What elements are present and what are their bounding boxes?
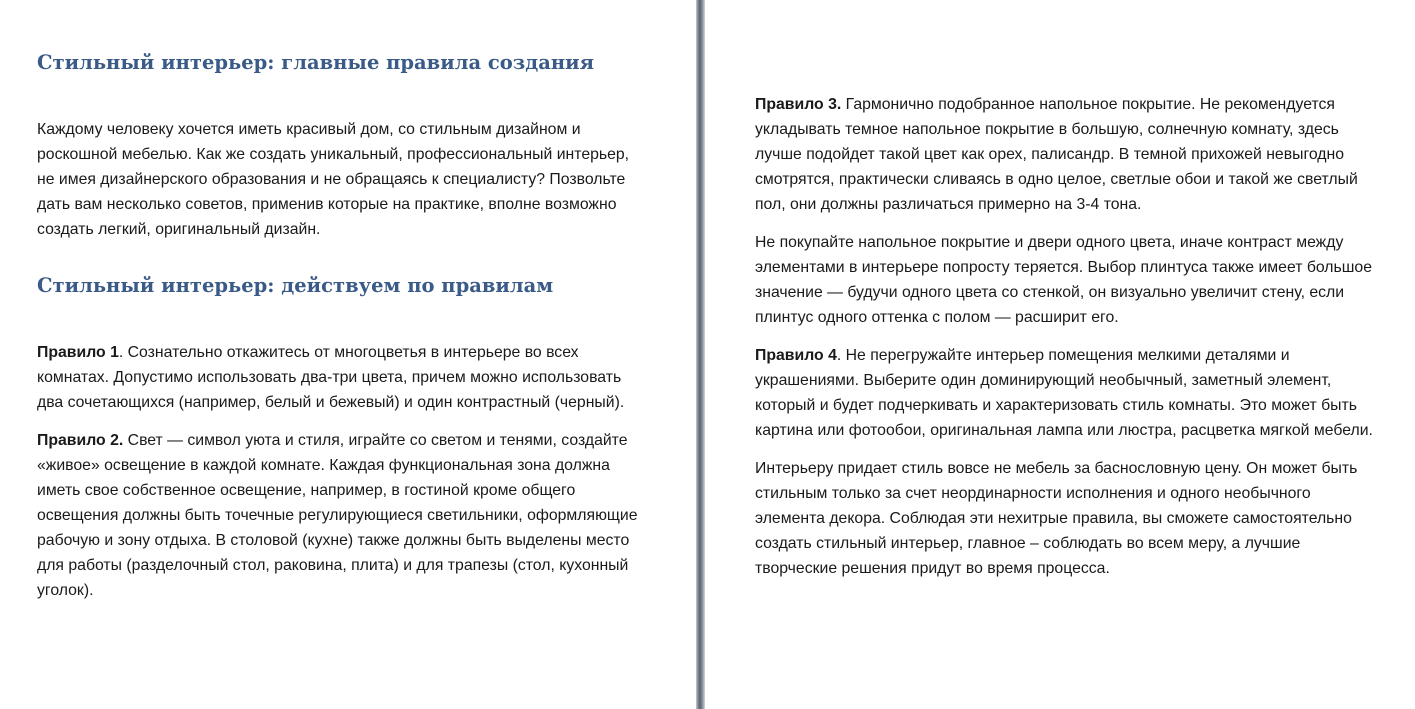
rule-3-text: Гармонично подобранное напольное покрытие. Не рекомендуется укладывать темное напольное покрытие в большую, солнечную комнату, здесь лучше подойдет такой цвет как орех, палисандр. В темной прихожей невыгодно смотрятся, практически сливаясь в одно целое, светлые обои и такой же светлый пол, они должны различаться примерно на 3-4 тона. xyxy=(755,96,1358,213)
rule-4-paragraph xyxy=(755,343,1375,443)
right-page xyxy=(705,0,1415,709)
intro-paragraph: Каждому человеку хочется иметь красивый дом, со стильным дизайном и роскошной мебелью. Как же создать уникальный, профессиональный интерьер, не имея дизайнерского образования и не обращаясь к специалисту? Позвольте дать вам несколько советов, применив которые на практике, вполне возможно создать легкий, оригинальный дизайн. xyxy=(37,121,630,238)
page-divider xyxy=(696,0,705,709)
rule-1-text: . Сознательно откажитесь от многоцветья в интерьере во всех комнатах. Допустимо использовать два-три цвета, причем можно использовать два сочетающихся (например, белый и бежевый) и один контрастный (черный). xyxy=(37,344,625,411)
rule-4-label: Правило 4 xyxy=(755,347,837,364)
heading-main-rules: Стильный интерьер: главные правила создания xyxy=(37,51,594,74)
rule-2-paragraph xyxy=(37,428,649,603)
rule-4-text: . Не перегружайте интерьер помещения мелкими деталями и украшениями. Выберите один доминирующий необычный, заметный элемент, который и будет подчеркивать и характеризовать стиль комнаты. Это может быть картина или фотообои, оригинальная лампа или люстра, расцветка мягкой мебели. xyxy=(755,347,1373,439)
rule-2-text: Свет — символ уюта и стиля, играйте со светом и тенями, создайте «живое» освещение в каждой комнате. Каждая функциональная зона должна иметь свое собственное освещение, например, в гостиной кроме общего освещения должны быть точечные регулирующиеся светильники, оформляющие рабочую и зону отдыха. В столовой (кухне) также должны быть выделены место для работы (разделочный стол, раковина, плита) и для трапезы (стол, кухонный уголок). xyxy=(37,432,638,599)
heading-act-by-rules: Стильный интерьер: действуем по правилам xyxy=(37,274,554,297)
left-page xyxy=(0,0,696,709)
rule-1-paragraph xyxy=(37,340,649,415)
conclusion-paragraph: Интерьеру придает стиль вовсе не мебель за баснословную цену. Он может быть стильным только за счет неординарности исполнения и одного необычного элемента декора. Соблюдая эти нехитрые правила, вы сможете самостоятельно создать стильный интерьер, главное – соблюдать во всем меру, а лучшие творческие решения придут во время процесса. xyxy=(755,460,1358,577)
rule-1-label: Правило 1 xyxy=(37,344,119,361)
rule-2-label: Правило 2. xyxy=(37,432,124,449)
rule-3-label: Правило 3. xyxy=(755,96,842,113)
floor-paragraph: Не покупайте напольное покрытие и двери одного цвета, иначе контраст между элементами в интерьере попросту теряется. Выбор плинтуса также имеет большое значение — будучи одного цвета со стенкой, он визуально увеличит стену, если плинтус одного оттенка с полом — расширит его. xyxy=(755,234,1373,326)
rule-3-paragraph xyxy=(755,92,1375,217)
